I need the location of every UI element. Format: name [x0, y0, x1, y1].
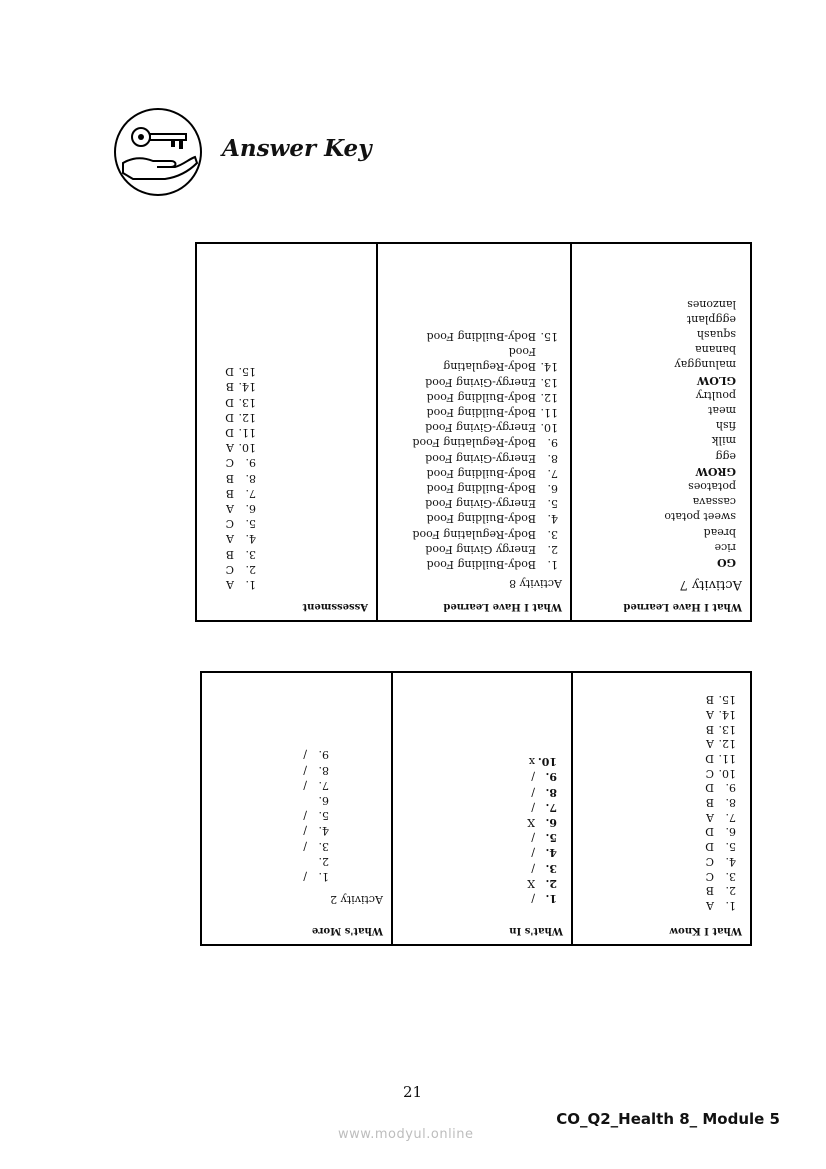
- list-item: banana: [695, 343, 736, 357]
- list-item: egg: [715, 449, 736, 463]
- list-item: [412, 466, 558, 481]
- item-answer: /: [531, 861, 535, 875]
- assessment-column: [195, 242, 378, 622]
- item-number: 6.: [245, 501, 256, 515]
- column-heading: What's More: [311, 925, 383, 936]
- item-answer: Body-Regulating Food: [412, 527, 536, 541]
- list-item: [527, 845, 557, 860]
- item-number: 7.: [245, 486, 256, 500]
- item-answer: B: [225, 486, 234, 500]
- list-item: [412, 359, 558, 374]
- item-number: 7.: [547, 466, 558, 480]
- item-answer: B: [705, 884, 714, 898]
- whats-in-column: [391, 671, 573, 946]
- item-number: 8.: [318, 763, 329, 777]
- column-subheading: Activity 8: [509, 577, 562, 590]
- answer-list: [527, 754, 557, 906]
- list-item: [412, 481, 558, 496]
- item-number: 12.: [238, 410, 256, 424]
- list-item: meat: [708, 403, 736, 417]
- list-item: [412, 435, 558, 450]
- item-answer: C: [705, 869, 714, 883]
- item-number: 4.: [245, 532, 256, 546]
- list-item: [705, 883, 736, 898]
- item-answer: C: [225, 456, 234, 470]
- watermark: www.modyul.online: [338, 1127, 474, 1142]
- item-answer: D: [225, 410, 234, 424]
- item-answer: Energy-Giving Food: [425, 375, 536, 389]
- list-item: [527, 891, 557, 906]
- list-item: [303, 854, 329, 869]
- list-item: lanzones: [687, 297, 736, 311]
- item-number: 13.: [540, 375, 558, 389]
- list-item: [705, 750, 736, 765]
- item-number: 7.: [318, 778, 329, 792]
- list-item: [225, 577, 256, 592]
- list-item: [412, 329, 558, 344]
- whats-more-column: [200, 671, 393, 946]
- list-item: [225, 486, 256, 501]
- item-answer: Body-Building Food: [426, 405, 536, 419]
- item-number: 7.: [725, 810, 736, 824]
- item-answer: D: [705, 825, 714, 839]
- item-answer: A: [226, 532, 234, 546]
- item-answer: Body-Building Food: [426, 390, 536, 404]
- list-item: GO: [717, 556, 736, 569]
- item-answer: Body-Regulating Food: [412, 436, 536, 450]
- list-item: [225, 546, 256, 561]
- list-item: [527, 784, 557, 799]
- item-number: 3.: [245, 547, 256, 561]
- item-answer: Energy Giving Food: [425, 542, 536, 556]
- item-answer: Body-Building Food: [426, 329, 536, 343]
- item-number: 4.: [547, 512, 558, 526]
- column-heading: Assessment: [302, 601, 368, 612]
- list-item: GROW: [695, 464, 736, 478]
- item-number: 10.: [238, 441, 256, 455]
- list-item: sweet potato: [664, 510, 736, 524]
- item-answer: Body-Building Food: [426, 481, 536, 495]
- item-number: 4.: [725, 854, 736, 868]
- column-heading: What I Have Learned: [623, 601, 742, 612]
- item-answer: A: [706, 737, 714, 751]
- list-item: [303, 747, 329, 762]
- item-number: 9.: [245, 456, 256, 470]
- list-item: [705, 838, 736, 853]
- answer-list: [664, 296, 736, 570]
- item-number: 15.: [540, 329, 558, 343]
- item-answer: B: [225, 547, 234, 561]
- item-answer: A: [706, 899, 714, 912]
- list-item: [225, 470, 256, 485]
- item-number: 3.: [545, 861, 557, 875]
- list-item: [412, 374, 558, 389]
- list-item: [412, 390, 558, 405]
- item-number: 3.: [318, 839, 329, 853]
- page-title: Answer Key: [222, 135, 372, 162]
- list-item: [412, 420, 558, 435]
- item-number: 13.: [718, 722, 736, 736]
- item-number: 8.: [245, 471, 256, 485]
- list-item: [303, 838, 329, 853]
- item-answer: /: [303, 824, 307, 838]
- item-answer: A: [226, 501, 234, 515]
- activity-8-column: [376, 242, 572, 622]
- list-item: [705, 868, 736, 883]
- column-heading: What I Have Learned: [443, 601, 562, 612]
- item-answer: /: [531, 892, 535, 905]
- item-answer: Food: [508, 345, 536, 359]
- list-item: [412, 496, 558, 511]
- item-answer: D: [705, 840, 714, 854]
- list-item: [527, 815, 557, 830]
- item-answer: A: [226, 441, 234, 455]
- list-item: [225, 531, 256, 546]
- column-subheading: Activity 2: [330, 893, 383, 906]
- item-number: 14.: [540, 360, 558, 374]
- item-number: 1.: [547, 558, 558, 571]
- list-item: [705, 691, 736, 706]
- list-item: [225, 364, 256, 379]
- item-number: 5.: [547, 497, 558, 511]
- item-number: 12.: [718, 737, 736, 751]
- item-number: 3.: [547, 527, 558, 541]
- item-number: 10.: [540, 421, 558, 435]
- list-item: [412, 450, 558, 465]
- item-number: 10.: [537, 755, 557, 769]
- item-answer: D: [225, 425, 234, 439]
- item-number: 10.: [718, 766, 736, 780]
- item-answer: A: [706, 707, 714, 721]
- list-item: [412, 542, 558, 557]
- item-answer: /: [531, 831, 535, 845]
- list-item: [527, 769, 557, 784]
- list-item: [527, 800, 557, 815]
- list-item: [303, 823, 329, 838]
- list-item: [705, 780, 736, 795]
- answer-list: [705, 691, 736, 912]
- item-answer: /: [303, 809, 307, 823]
- list-item: [225, 516, 256, 531]
- item-answer: A: [706, 810, 714, 824]
- item-answer: /: [531, 785, 535, 799]
- column-subheading: Activity 7: [679, 577, 742, 592]
- item-answer: B: [225, 471, 234, 485]
- item-number: 12.: [540, 390, 558, 404]
- item-answer: Body-Building Food: [426, 466, 536, 480]
- item-answer: B: [705, 722, 714, 736]
- item-answer: X: [527, 876, 535, 890]
- item-answer: /: [531, 800, 535, 814]
- item-number: 14.: [238, 380, 256, 394]
- item-answer: Energy-Giving Food: [425, 497, 536, 511]
- item-number: 1.: [318, 870, 329, 883]
- list-item: [303, 808, 329, 823]
- list-item: [412, 344, 558, 359]
- item-number: 1.: [245, 578, 256, 591]
- list-item: squash: [696, 327, 736, 341]
- list-item: [705, 765, 736, 780]
- item-answer: D: [225, 365, 234, 379]
- list-item: fish: [715, 419, 736, 433]
- item-number: 8.: [545, 785, 557, 799]
- item-number: 9.: [547, 436, 558, 450]
- item-number: 4.: [318, 824, 329, 838]
- item-number: 13.: [238, 395, 256, 409]
- list-item: [705, 824, 736, 839]
- list-item: [705, 721, 736, 736]
- item-number: 1.: [545, 892, 557, 905]
- item-answer: Body-Regulating: [443, 360, 536, 374]
- item-answer: /: [303, 748, 307, 762]
- list-item: [412, 557, 558, 572]
- item-number: 6.: [545, 815, 557, 829]
- item-number: 1.: [725, 899, 736, 912]
- item-answer: /: [531, 770, 535, 784]
- item-number: 2.: [245, 562, 256, 576]
- list-item: cassava: [692, 495, 736, 509]
- item-answer: B: [705, 693, 714, 707]
- list-item: [303, 762, 329, 777]
- list-item: [527, 860, 557, 875]
- item-answer: /: [303, 763, 307, 777]
- list-item: [303, 778, 329, 793]
- activity-7-column: [570, 242, 752, 622]
- item-number: 11.: [718, 751, 736, 765]
- item-answer: /: [531, 846, 535, 860]
- item-number: 6.: [318, 793, 329, 807]
- item-number: 5.: [318, 809, 329, 823]
- list-item: [225, 440, 256, 455]
- item-answer: B: [225, 380, 234, 394]
- item-number: 11.: [540, 405, 558, 419]
- item-number: 2.: [547, 542, 558, 556]
- list-item: [225, 455, 256, 470]
- item-number: 2.: [725, 884, 736, 898]
- item-number: 11.: [238, 425, 256, 439]
- answer-table-bottom: [200, 671, 752, 946]
- item-answer: D: [705, 751, 714, 765]
- item-number: 2.: [318, 854, 329, 868]
- item-answer: /: [303, 870, 307, 883]
- item-number: 6.: [725, 825, 736, 839]
- item-answer: Energy-Giving Food: [425, 421, 536, 435]
- item-number: 4.: [545, 846, 557, 860]
- key-in-hand-icon: [113, 107, 203, 197]
- item-number: 9.: [318, 748, 329, 762]
- answer-list: [225, 364, 256, 592]
- list-item: [705, 736, 736, 751]
- list-item: eggplant: [686, 312, 736, 326]
- list-item: [705, 809, 736, 824]
- item-answer: C: [705, 854, 714, 868]
- item-number: 9.: [725, 781, 736, 795]
- list-item: [412, 526, 558, 541]
- list-item: [705, 706, 736, 721]
- item-answer: Energy-Giving Food: [425, 451, 536, 465]
- item-answer: /: [303, 778, 307, 792]
- list-item: [225, 410, 256, 425]
- item-answer: D: [225, 395, 234, 409]
- list-item: poultry: [695, 388, 736, 402]
- item-answer: Body-Building Food: [426, 558, 536, 571]
- list-item: bread: [703, 525, 736, 539]
- list-item: milk: [711, 434, 736, 448]
- item-number: 8.: [725, 796, 736, 810]
- list-item: [225, 501, 256, 516]
- list-item: [412, 405, 558, 420]
- item-answer: B: [705, 796, 714, 810]
- list-item: [225, 394, 256, 409]
- item-answer: /: [303, 839, 307, 853]
- item-number: 5.: [545, 831, 557, 845]
- item-number: 9.: [545, 770, 557, 784]
- list-item: rice: [714, 540, 736, 554]
- item-number: 2.: [545, 876, 557, 890]
- list-item: [705, 853, 736, 868]
- list-item: [225, 562, 256, 577]
- list-item: [412, 511, 558, 526]
- page-number: 21: [403, 1083, 423, 1101]
- item-number: 5.: [725, 840, 736, 854]
- answer-table-top: [195, 242, 752, 622]
- item-answer: x: [528, 755, 535, 769]
- item-number: 8.: [547, 451, 558, 465]
- item-number: 15.: [238, 365, 256, 379]
- list-item: [527, 754, 557, 769]
- footer-module-code: CO_Q2_Health 8_ Module 5: [556, 1110, 780, 1128]
- list-item: [527, 876, 557, 891]
- item-number: 5.: [245, 517, 256, 531]
- what-i-know-column: [571, 671, 752, 946]
- list-item: [303, 793, 329, 808]
- answer-list: [412, 329, 558, 572]
- list-item: [527, 830, 557, 845]
- answer-list: [303, 747, 329, 884]
- column-heading: What's In: [509, 925, 563, 936]
- list-item: [705, 794, 736, 809]
- list-item: [303, 869, 329, 884]
- list-item: [225, 379, 256, 394]
- list-item: potatoes: [688, 479, 736, 493]
- list-item: [705, 897, 736, 912]
- item-number: 3.: [725, 869, 736, 883]
- item-answer: D: [705, 781, 714, 795]
- item-number: 6.: [547, 481, 558, 495]
- item-answer: C: [225, 562, 234, 576]
- item-number: 14.: [718, 707, 736, 721]
- list-item: GLOW: [696, 373, 736, 387]
- item-answer: A: [226, 578, 234, 591]
- item-number: 7.: [545, 800, 557, 814]
- item-number: 15.: [718, 693, 736, 707]
- list-item: malunggay: [674, 358, 736, 372]
- item-answer: C: [705, 766, 714, 780]
- column-heading: What I Know: [669, 925, 742, 936]
- item-answer: C: [225, 517, 234, 531]
- item-answer: X: [527, 815, 535, 829]
- item-answer: Body-Building Food: [426, 512, 536, 526]
- list-item: [225, 425, 256, 440]
